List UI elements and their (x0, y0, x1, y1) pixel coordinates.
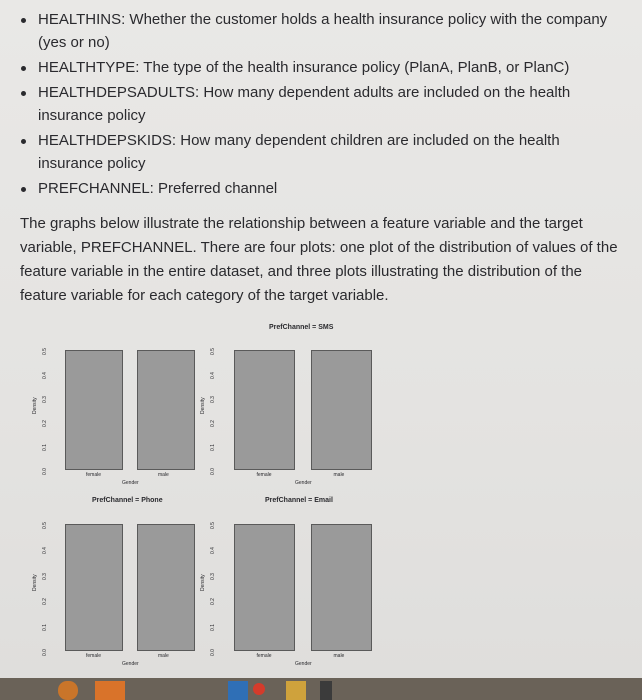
y-tick-label: 0.0 (210, 649, 216, 656)
bar-chart (198, 495, 388, 665)
bar (137, 350, 195, 470)
x-tick-label: female (86, 472, 102, 478)
feature-list (18, 8, 618, 202)
bar (234, 524, 296, 651)
y-tick-label: 0.5 (42, 348, 48, 355)
bullet-icon (21, 139, 26, 144)
bar (65, 350, 123, 470)
x-tick-label: female (256, 653, 272, 659)
y-tick-label: 0.5 (210, 348, 216, 355)
y-tick-label: 0.4 (210, 372, 216, 379)
bar (234, 350, 296, 470)
chart-title: PrefChannel = SMS (269, 324, 334, 331)
x-axis-label: Gender (295, 480, 312, 486)
x-tick-label: male (333, 653, 345, 659)
feature-text: HEALTHDEPSKIDS: How many dependent children are included on the health insurance policy (38, 132, 560, 172)
feature-text: PREFCHANNEL: Preferred channel (38, 180, 278, 197)
y-tick-label: 0.1 (42, 444, 48, 451)
y-tick-label: 0.3 (42, 396, 48, 403)
list-item (18, 8, 618, 54)
y-tick-label: 0.0 (42, 649, 48, 656)
chart-title: PrefChannel = Phone (92, 497, 163, 504)
chrome-icon[interactable] (58, 681, 78, 700)
y-axis-label: Density (200, 574, 206, 591)
bar (311, 350, 373, 470)
list-item (18, 177, 618, 200)
y-tick-label: 0.2 (210, 598, 216, 606)
x-tick-label: male (158, 472, 169, 478)
y-tick-label: 0.5 (42, 521, 48, 529)
x-tick-label: female (86, 653, 102, 659)
bar-chart (30, 495, 210, 665)
y-tick-label: 0.2 (42, 598, 48, 606)
feature-text: HEALTHDEPSADULTS: How many dependent adults are included on the health insurance policy (38, 84, 571, 124)
y-axis-label: Density (200, 397, 206, 414)
y-tick-label: 0.4 (42, 547, 48, 555)
y-tick-label: 0.4 (210, 547, 216, 555)
bar (137, 524, 195, 651)
y-tick-label: 0.3 (42, 572, 48, 580)
y-tick-label: 0.1 (210, 444, 216, 451)
y-axis-label: Density (32, 397, 38, 414)
y-tick-label: 0.3 (210, 572, 216, 580)
x-tick-label: male (158, 653, 169, 659)
y-tick-label: 0.4 (42, 372, 48, 379)
bullet-icon (21, 18, 26, 23)
bullet-icon (21, 91, 26, 96)
y-tick-label: 0.2 (42, 420, 48, 427)
description-paragraph: The graphs below illustrate the relationship between a feature variable and the target variable, PREFCHANNEL. There are four plots: one plot of the distribution of values of the feature variable in the entire dataset, and three plots illustrating the distribution of the feature variable for each category of the target variable. (20, 215, 618, 304)
notification-badge-icon (253, 683, 265, 695)
x-tick-label: male (333, 472, 345, 478)
bar (65, 524, 123, 651)
list-item (18, 129, 618, 175)
bullet-icon (21, 66, 26, 71)
y-axis-label: Density (32, 574, 38, 591)
y-tick-label: 0.0 (210, 468, 216, 475)
y-tick-label: 0.3 (210, 396, 216, 403)
y-tick-label: 0.2 (210, 420, 216, 427)
y-tick-label: 0.0 (42, 468, 48, 475)
list-item (18, 56, 618, 79)
feature-text: HEALTHINS: Whether the customer holds a health insurance policy with the company (yes or no) (38, 11, 608, 51)
app-icon[interactable] (228, 681, 248, 700)
bar (311, 524, 373, 651)
bar-chart (30, 322, 210, 486)
chart-title: PrefChannel = Email (265, 497, 333, 504)
y-tick-label: 0.5 (210, 521, 216, 529)
list-item (18, 81, 618, 127)
x-axis-label: Gender (295, 661, 312, 667)
bar-chart (198, 322, 388, 486)
bullet-icon (21, 187, 26, 192)
app-icon[interactable] (95, 681, 125, 700)
app-icon[interactable] (320, 681, 332, 700)
y-tick-label: 0.1 (210, 623, 216, 631)
feature-text: HEALTHTYPE: The type of the health insurance policy (PlanA, PlanB, or PlanC) (38, 59, 570, 76)
x-axis-label: Gender (122, 480, 139, 486)
app-icon[interactable] (286, 681, 306, 700)
y-tick-label: 0.1 (42, 623, 48, 631)
x-tick-label: female (256, 472, 272, 478)
x-axis-label: Gender (122, 661, 139, 667)
